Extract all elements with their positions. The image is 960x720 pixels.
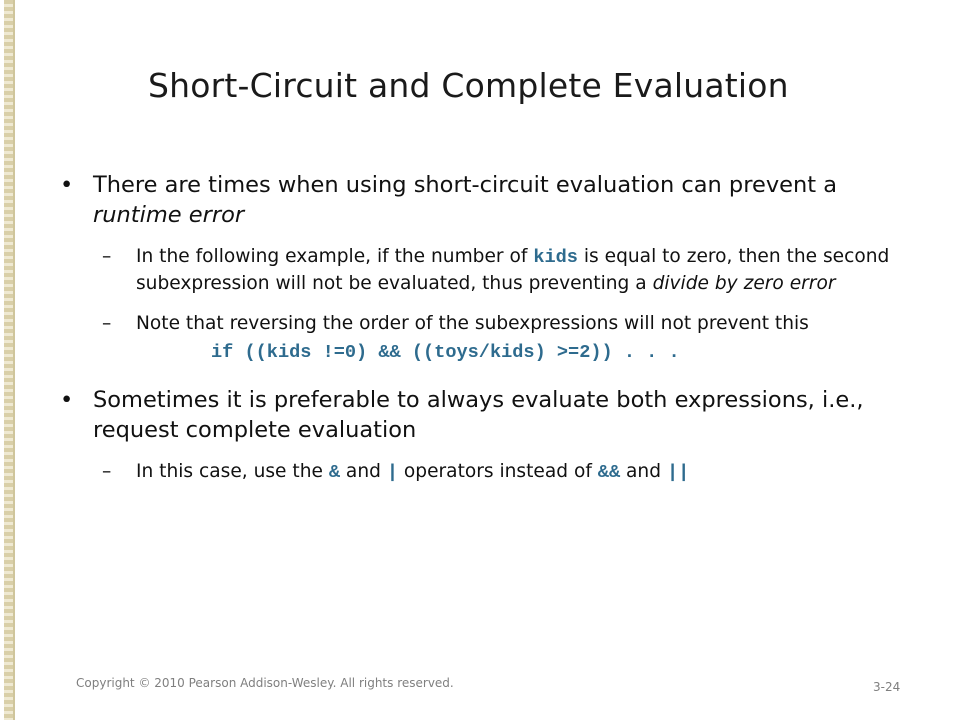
operator-logical-and: && [597,462,621,483]
dash-icon: – [102,461,112,482]
bullet-text: There are times when using short-circuit evaluation can prevent a [93,172,837,198]
bullet-runtime-error [60,170,920,230]
dash-icon: – [102,313,112,334]
bullet-complete-evaluation [60,385,920,445]
bullet-text-italic: runtime error [93,202,245,228]
operator-and: & [328,462,341,483]
subbullet-kids-example [60,244,920,297]
dash-icon: – [102,246,112,267]
subbullet-text: and [340,461,387,482]
subbullet-operators [60,459,920,486]
subbullet-text-cont: is equal to zero, then the second subexpression will not be evaluated, thus preventing a [136,246,890,294]
operator-logical-or: || [666,462,690,483]
left-stripe-pattern [4,0,13,720]
page-number: 3-24 [873,680,901,694]
copyright-footer: Copyright © 2010 Pearson Addison-Wesley. All rights reserved. [76,676,454,690]
bullet-icon: • [60,387,74,413]
inline-code-kids: kids [533,247,578,268]
bullet-text: Sometimes it is preferable to always evaluate both expressions, i.e., request complete evaluation [93,387,864,443]
subbullet-text: In this case, use the [136,461,329,482]
subbullet-text: In the following example, if the number of [136,246,534,267]
subbullet-text: Note that reversing the order of the subexpressions will not prevent this [136,313,809,334]
code-example: if ((kids !=0) && ((toys/kids) >=2)) . . . [211,342,680,363]
subbullet-text-italic: divide by zero error [652,273,836,294]
slide-content [60,170,920,500]
left-decorative-bar [0,0,16,720]
slide-title: Short-Circuit and Complete Evaluation [148,66,789,105]
subbullet-text: and [620,461,667,482]
subbullet-reversing-note [60,311,920,337]
left-edge-line [13,0,15,720]
bullet-icon: • [60,172,74,198]
subbullet-text: operators instead of [398,461,598,482]
operator-or: | [386,462,398,483]
